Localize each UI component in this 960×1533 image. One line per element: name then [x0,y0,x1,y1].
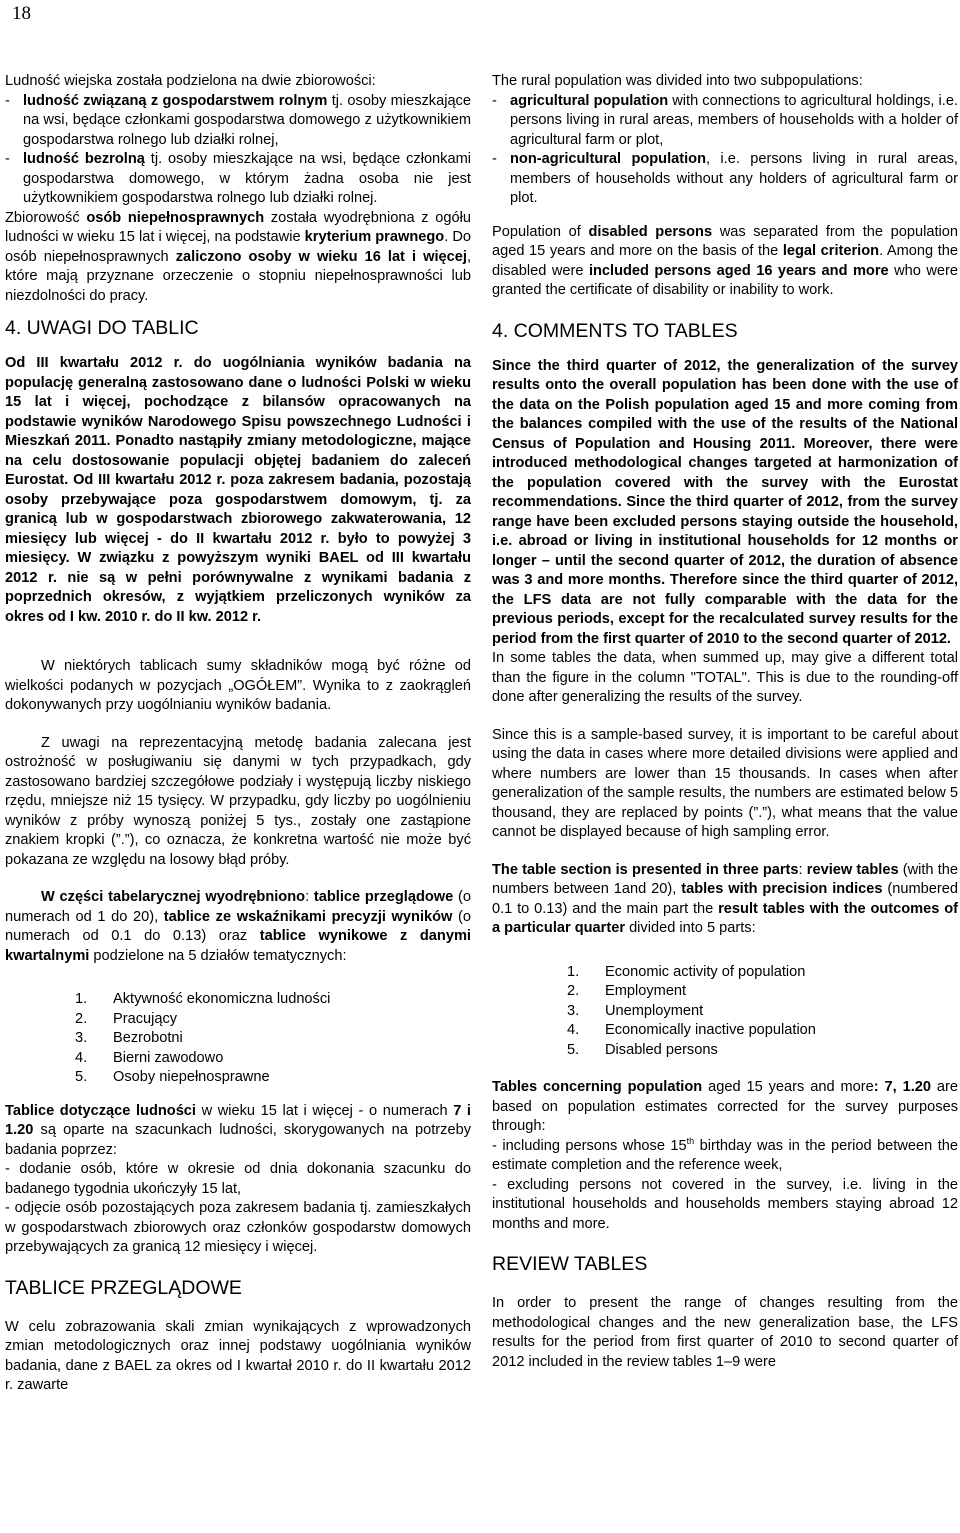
review-tables-paragraph: W celu zobrazowania skali zmian wynikających z wprowadzonych zmian metodologicznych oraz innej podstawy uogólniania wyników badania, dane z BAEL za okres od I kwartał 2010 r. do II kwartału 2012 r. zawarte [5,1318,471,1393]
comments-heading: 4. COMMENTS TO TABLES [492,319,738,342]
sampling-paragraph: Z uwagi na reprezentacyjną metodę badania zalecana jest ostrożność w posługiwaniu się danymi w tych przypadkach, gdy zastosowano bardziej szczegółowe podziały i występują liczby niskiego rzędu, mniejsze niż 15 tysięcy. W przypadku, gdy liczby po uogólnieniu wyników z próby wynoszą poniżej 5 tys., zostały one zastąpione znakiem kropki (”.”), co oznacza, że konkretna wartość nie może być pokazana ze względu na losowy błąd próby. [5,734,471,868]
page-number: 18 [12,3,31,24]
list-item: 2. Pracujący [75,1010,178,1027]
list-item: 1. Economic activity of population [567,963,806,980]
sampling-paragraph: Since this is a sample-based survey, it is important to be careful about using the data in cases where more detailed divisions were applied and where numbers are lower than 15 thousands. In cases when after generalization of the sample results, the numbers are estimated below 5 thousand, they are replaced by points (”.”), what means that the value cannot be displayed because of high sampling error. [492,726,958,840]
methodology-paragraph: Since the third quarter of 2012, the generalization of the survey results onto the overall population has been done with the use of the data on the Polish population aged 15 and more coming from the balances compiled with the use of the results of the National Census of Population and Housing 2011. Moreover, there were introduced methodological changes targeted at harmonization of the population covered with the survey with the Eurostat recommendations. Since the third quarter of 2012, from the survey range have been excluded persons staying outside the household, i.e. abroad or living in institutional households for 12 months or longer – until the second quarter of 2012, the duration of absence was 3 and more months. Therefore since the third quarter of 2012, the LFS data are not fully comparable with the data for the previous periods, except for the recalculated survey results for the period from the first quarter of 2010 to the second quarter of 2012. [492,357,958,647]
rural-population-intro: The rural population was divided into two subpopulations: [492,73,863,89]
population-tables-paragraph: Tablice dotyczące ludności w wieku 15 lat i więcej - o numerach 7 i 1.20 są oparte na szacunkach ludności, skorygowanych na potrzeby badania poprzez: [5,1102,471,1158]
rural-item-agricultural: - ludność związaną z gospodarstwem rolnym tj. osoby mieszkające na wsi, będące członkami gospodarstwa domowego z użytkownikiem gospodarstwa rolnego lub działki rolnej, [5,92,471,148]
population-tables-paragraph: Tables concerning population aged 15 years and more: 7, 1.20 are based on population estimates corrected for the survey purposes through: [492,1079,958,1134]
table-parts-paragraph: The table section is presented in three parts: review tables (with the numbers between 1and 20), tables with precision indices (numbered 0.1 to 0.13) and the main part the result tables with the outcomes of a particular quarter divided into 5 parts: [492,861,958,936]
table-parts-paragraph: W części tabelarycznej wyodrębniono: tablice przeglądowe (o numerach od 1 do 20), tablice ze wskaźnikami precyzji wyników (o numerach od 0.1 do 0.13) oraz tablice wynikowe z danymi kwartalnymi podzielone na 5 działów tematycznych: [5,889,472,964]
list-item: 3. Bezrobotni [75,1030,183,1046]
thematic-list [5,990,471,1088]
review-tables-heading: REVIEW TABLES [492,1253,648,1275]
rural-item-agricultural: - agricultural population with connections to agricultural holdings, i.e. persons living in rural areas, members of households with a holder of agricultural farm or plot, [492,92,958,148]
methodology-paragraph: Od III kwartału 2012 r. do uogólniania wyników badania na populację generalną zastosowano dane o ludności Polski w wieku 15 lat i więcej, pochodzące z bilansów opracowanych na podstawie wyników Narodowego Spisu powszechnego Ludności i Mieszkań 2011. Ponadto nastąpiły zmiany metodologiczne, mające na celu dostosowanie populacji objętej badaniem do zaleceń Eurostat. Od III kwartału 2012 r. poza zakresem badania, pozostają osoby przebywające poza gospodarstwem domowym, tj. za granicą lub w gospodarstwach zbiorowego zakwaterowania, 12 miesięcy lub więcej - do II kwartału 2012 r. było to powyżej 3 miesięcy. W związku z powyższym wyniki BAEL od III kwartału 2012 r. nie są w pełni porównywalne z wynikami badania z poprzednich okresów, z wyjątkiem przeliczonych wyników za okres od I kw. 2010 r. do II kw. 2012 r. [5,355,471,625]
rural-item-non-agricultural: - ludność bezrolną tj. osoby mieszkające na wsi, będące członkami gospodarstwa domowego, w którym żadna osoba nie jest użytkownikiem gospodarstwa rolnego lub działki rolnej. [5,151,471,206]
list-item: 2. Employment [567,983,687,999]
rural-population-intro: Ludność wiejska została podzielona na dwie zbiorowości: [5,73,376,89]
list-item: 3. Unemployment [567,1002,704,1019]
list-item: 5. Disabled persons [567,1041,718,1058]
review-tables-paragraph: In order to present the range of changes resulting from the methodological changes and the new generalization base, the LFS results for the period from first quarter of 2010 to second quarter of 2012 included in the review tables 1–9 were [492,1295,958,1370]
population-adjust-exclude: - excluding persons not covered in the survey, i.e. living in the institutional households and households members staying abroad 12 months and more. [492,1176,958,1232]
rounding-paragraph: W niektórych tablicach sumy składników mogą być różne od wielkości podanych w pozycjach „OGÓŁEM”. Wynika to z zaokrągleń dokonywanych przy uogólnianiu wyników badania. [5,658,471,713]
list-item: 1. Aktywność ekonomiczna ludności [75,991,331,1007]
disabled-paragraph: Zbiorowość osób niepełnosprawnych została wyodrębniona z ogółu ludności w wieku 15 lat i więcej, na podstawie kryterium prawnego. Do osób niepełnosprawnych zaliczono osoby w wieku 16 lat i więcej, które mają przyznane orzeczenie o stopniu niepełnosprawności lub niezdolności do pracy. [5,209,471,304]
list-item: 5. Osoby niepełnosprawne [75,1069,270,1085]
rounding-paragraph: In some tables the data, when summed up, may give a different total than the figure in the column "TOTAL". This is due to the rounding-off done after generalizing the results of the survey. [492,650,958,705]
population-adjust-subtract: - odjęcie osób pozostających poza zakresem badania tj. zamieszkałych w gospodarstwach zbiorowych oraz członków gospodarstw domowych przebywających za granicą 12 miesięcy i więcej. [5,1200,471,1255]
list-item: 4. Bierni zawodowo [75,1049,224,1066]
review-tables-heading: TABLICE PRZEGLĄDOWE [5,1276,242,1299]
english-column [492,72,958,1372]
rural-item-non-agricultural: - non-agricultural population, i.e. persons living in rural areas, members of households without any holders of agricultural farm or plot. [492,151,958,206]
list-item: 4. Economically inactive population [567,1022,816,1038]
thematic-list [492,963,958,1061]
disabled-paragraph: Population of disabled persons was separated from the population aged 15 years and more on the basis of the legal criterion. Among the disabled were included persons aged 16 years and more who were granted the certificate of disability or inability to work. [492,223,959,298]
comments-heading: 4. UWAGI DO TABLIC [5,317,199,339]
population-adjust-include: - including persons whose 15th birthday was in the period between the estimate completion and the reference week, [492,1135,958,1173]
population-adjust-add: - dodanie osób, które w okresie od dnia dokonania szacunku do badanego tygodnia ukończyły 15 lat, [5,1161,471,1197]
polish-column [5,72,471,1396]
